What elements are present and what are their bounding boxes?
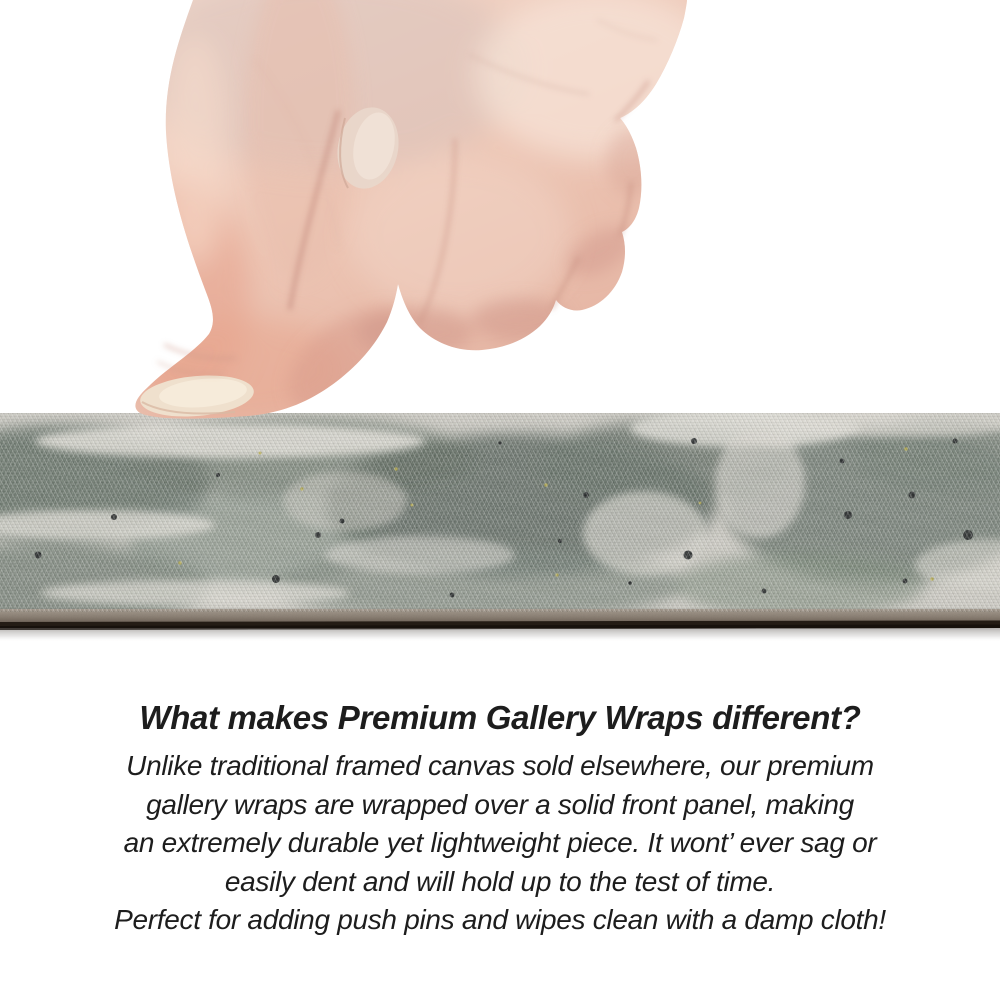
hand-photo [0,0,1000,425]
canvas-edge-graphic [0,413,1000,643]
caption-heading: What makes Premium Gallery Wraps different? [139,699,861,736]
caption-line-5: Perfect for adding push pins and wipes clean with a damp cloth! [114,904,886,935]
caption-line-4: easily dent and will hold up to the test of time. [224,865,776,897]
caption-line-2: gallery wraps are wrapped over a solid front panel, making [146,788,854,820]
caption-line-3: an extremely durable yet lightweight piece. It wont’ ever sag or [123,827,877,858]
caption-line-1: Unlike traditional framed canvas sold elsewhere, our premium [126,750,874,781]
caption [0,698,1000,940]
canvas-edge-photo [0,413,1000,643]
